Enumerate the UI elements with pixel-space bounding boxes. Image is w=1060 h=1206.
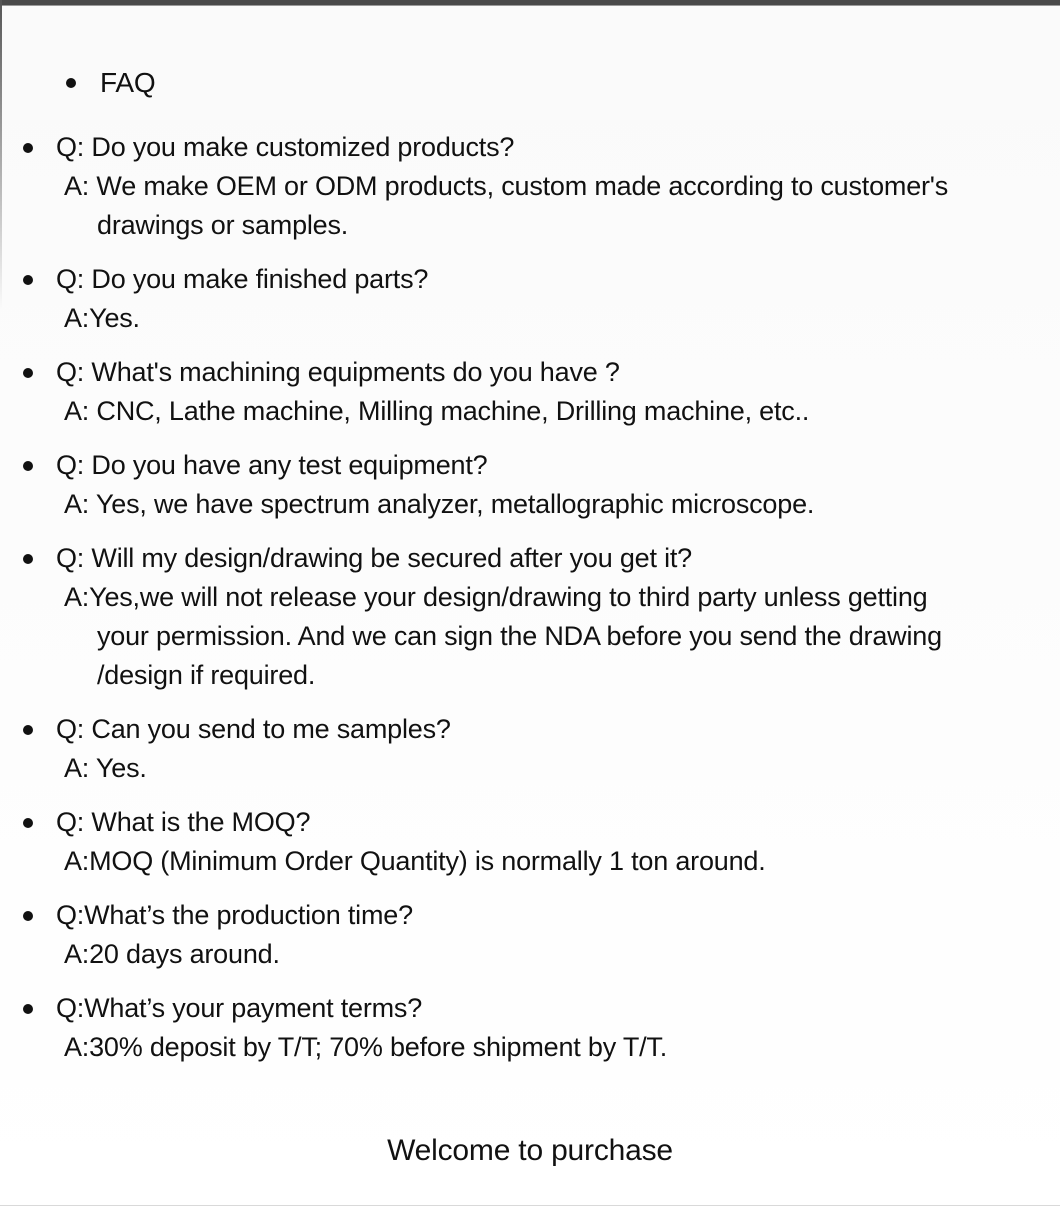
question-row: [0, 128, 1060, 167]
question-row: [0, 260, 1060, 299]
answer-line: A:MOQ (Minimum Order Quantity) is normally 1 ton around.: [64, 846, 766, 876]
bullet-icon: [66, 78, 76, 88]
faq-item: [0, 128, 1060, 245]
bullet-icon: [23, 275, 33, 285]
footer-text: Welcome to purchase: [387, 1134, 673, 1167]
question-text: Q: Do you make finished parts?: [56, 264, 429, 294]
question-row: [0, 896, 1060, 935]
bullet-icon: [23, 554, 33, 564]
answer-line: drawings or samples.: [97, 210, 349, 240]
bullet-icon: [23, 143, 33, 153]
bullet-icon: [23, 725, 33, 735]
bullet-icon: [23, 818, 33, 828]
faq-item: [0, 989, 1060, 1067]
question-text: Q:What’s your payment terms?: [56, 993, 423, 1023]
top-border-bar: [0, 0, 1060, 6]
answer-line: A: CNC, Lathe machine, Milling machine, Drilling machine, etc..: [64, 396, 810, 426]
answer-line: your permission. And we can sign the NDA before you send the drawing: [97, 621, 942, 651]
faq-item: [0, 803, 1060, 881]
bullet-icon: [23, 1004, 33, 1014]
bullet-icon: [23, 368, 33, 378]
bullet-icon: [23, 911, 33, 921]
question-row: [0, 353, 1060, 392]
faq-item: [0, 710, 1060, 788]
answer-line: A: Yes.: [64, 753, 147, 783]
question-text: Q: What's machining equipments do you have ?: [56, 357, 620, 387]
faq-heading: [0, 63, 1060, 102]
faq-heading-label: FAQ: [100, 67, 156, 98]
question-text: Q: What is the MOQ?: [56, 807, 311, 837]
question-row: [0, 989, 1060, 1028]
faq-item: [0, 353, 1060, 431]
answer-line: A:30% deposit by T/T; 70% before shipment by T/T.: [64, 1032, 668, 1062]
question-row: [0, 539, 1060, 578]
question-text: Q: Do you make customized products?: [56, 132, 515, 162]
question-text: Q:What’s the production time?: [56, 900, 413, 930]
answer-line: A: We make OEM or ODM products, custom made according to customer's: [64, 171, 949, 201]
question-row: [0, 446, 1060, 485]
question-row: [0, 803, 1060, 842]
faq-item: [0, 260, 1060, 338]
answer-line: /design if required.: [97, 660, 316, 690]
faq-item: [0, 896, 1060, 974]
answer-line: A:20 days around.: [64, 939, 280, 969]
faq-item: [0, 539, 1060, 695]
answer-line: A:Yes,we will not release your design/drawing to third party unless getting: [64, 582, 928, 612]
question-text: Q: Do you have any test equipment?: [56, 450, 488, 480]
answer-line: A: Yes, we have spectrum analyzer, metallographic microscope.: [64, 489, 815, 519]
question-text: Q: Will my design/drawing be secured after you get it?: [56, 543, 693, 573]
question-text: Q: Can you send to me samples?: [56, 714, 451, 744]
question-row: [0, 710, 1060, 749]
bullet-icon: [23, 461, 33, 471]
faq-item: [0, 446, 1060, 524]
answer-line: A:Yes.: [64, 303, 140, 333]
